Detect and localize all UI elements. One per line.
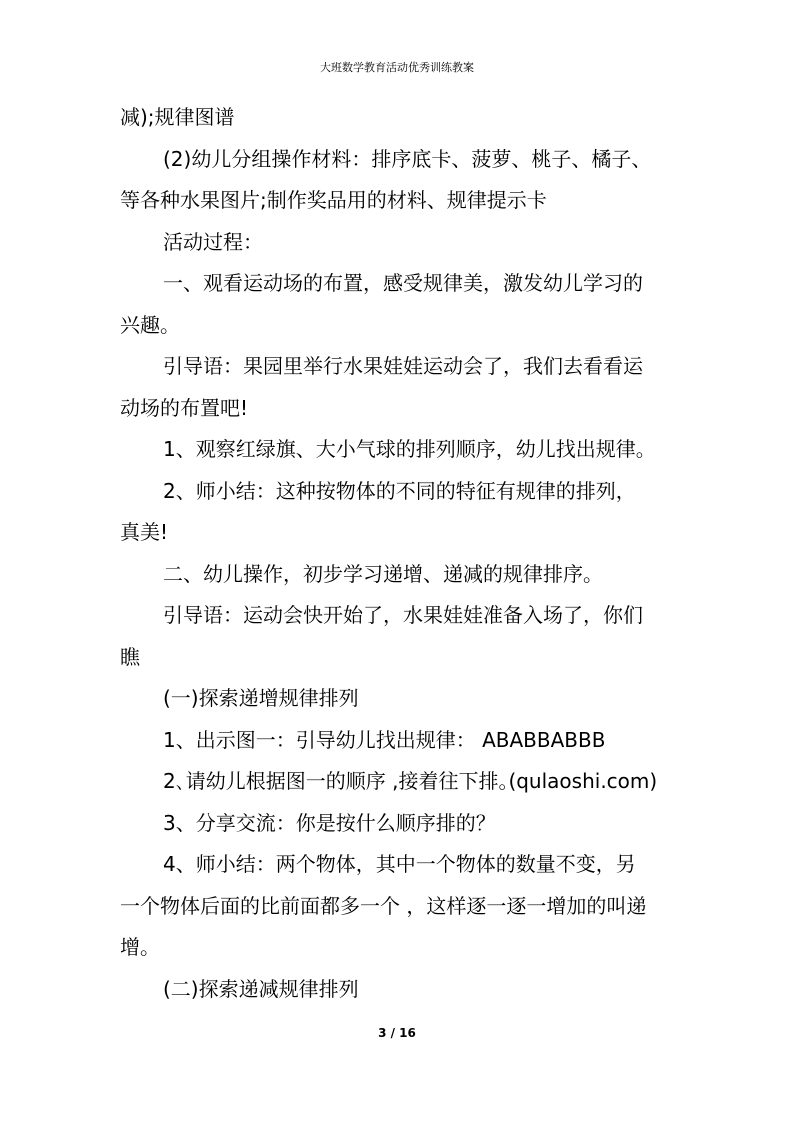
text-line: (二)探索递减规律排列: [163, 976, 359, 1001]
text-line: 等各种水果图片;制作奖品用的材料、规律提示卡: [120, 188, 547, 212]
text-line: 一、观看运动场的布置，感受规律美，激发幼儿学习的: [163, 271, 643, 295]
text-line: 增。: [120, 935, 160, 959]
text-line: 2、师小结：这种按物体的不同的特征有规律的排列，: [163, 478, 636, 503]
text-line: 引导语：运动会快开始了，水果娃娃准备入场了，你们: [163, 603, 643, 627]
text-line: 引导语：果园里举行水果娃娃运动会了，我们去看看运: [163, 354, 643, 378]
text-line: 1、观察红绿旗、大小气球的排列顺序，幼儿找出规律。: [163, 437, 656, 461]
text-line: (2)幼儿分组操作材料：排序底卡、菠萝、桃子、橘子、: [163, 146, 652, 171]
text-line: 活动过程：: [163, 229, 263, 254]
text-line: 真美!: [120, 520, 169, 544]
text-line: 减);规律图谱: [120, 105, 235, 129]
text-line: 4、师小结：两个物体，其中一个物体的数量不变，另: [163, 852, 636, 876]
text-line: 动场的布置吧!: [120, 395, 249, 420]
page-header: 大班数学教育活动优秀训练教案: [320, 61, 474, 74]
text-line: 1、出示图一：引导幼儿找出规律： ABABBABBB: [163, 727, 606, 752]
text-line: 3、分享交流：你是按什么顺序排的？: [163, 810, 496, 835]
text-line: 兴趣。: [120, 312, 180, 337]
text-line: 一个物体后面的比前面都多一个 ，这样逐一逐一增加的叫递: [120, 893, 647, 918]
text-line: (一)探索递增规律排列: [163, 686, 359, 710]
text-line: 二、幼儿操作，初步学习递增、递减的规律排序。: [163, 561, 603, 586]
document-body: [120, 97, 694, 1010]
text-line: 瞧: [120, 644, 140, 669]
page-number: 3 / 16: [378, 1026, 416, 1040]
text-line: 2､请幼儿根据图一的顺序 ,接着往下排｡(qulaoshi.com): [163, 769, 658, 793]
